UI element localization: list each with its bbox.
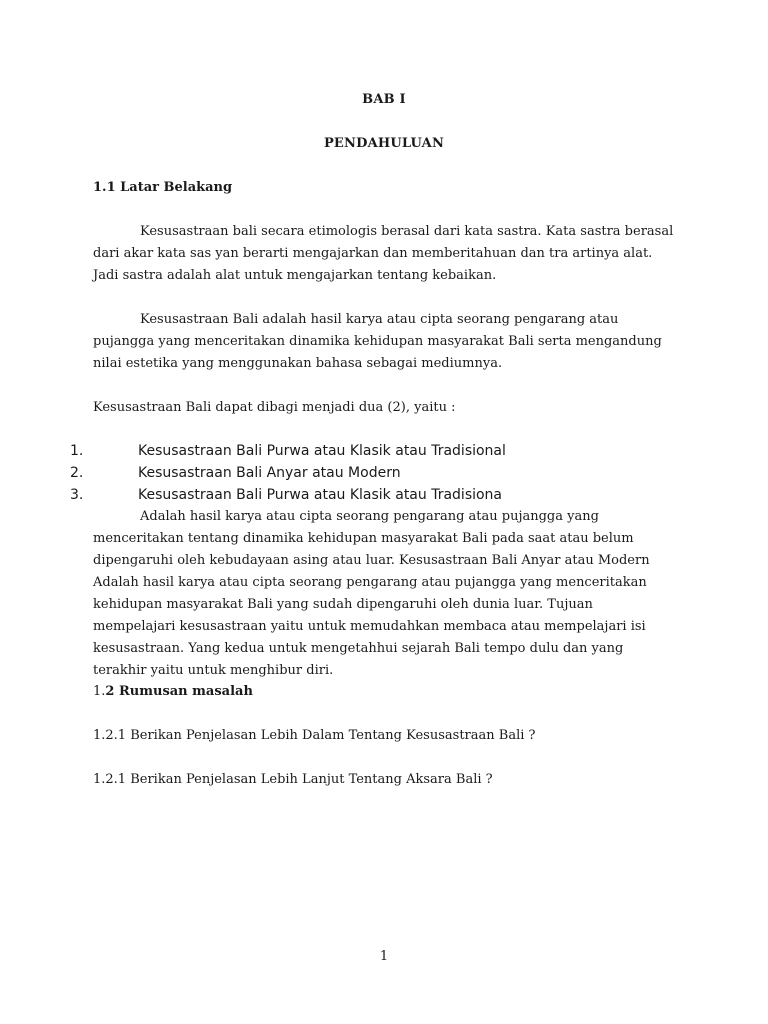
list-item-text: Kesusastraan Bali Purwa atau Klasik atau Tradisional <box>138 443 506 459</box>
section-heading-rumusan-masalah <box>93 684 253 699</box>
chapter-title: PENDAHULUAN <box>323 136 445 151</box>
list-item <box>70 484 690 506</box>
list-item <box>70 462 690 484</box>
question-2: 1.2.1 Berikan Penjelasan Lebih Lanjut Tentang Aksara Bali ? <box>93 772 493 787</box>
paragraph-definition: Kesusastraan Bali adalah hasil karya atau cipta seorang pengarang atau pujangga yang menceritakan dinamika kehidupan masyarakat Bali serta mengandung nilai estetika yang menggunakan bahasa sebagai mediumnya. <box>93 312 662 371</box>
list-item-text: Kesusastraan Bali Purwa atau Klasik atau Tradisiona <box>138 487 503 503</box>
literature-type-list <box>70 440 690 506</box>
list-item-text: Kesusastraan Bali Anyar atau Modern <box>138 465 401 481</box>
list-item-number: 1. <box>70 443 84 459</box>
list-item-number: 3. <box>70 487 84 503</box>
section-heading-latar-belakang: 1.1 Latar Belakang <box>93 180 233 195</box>
list-intro: Kesusastraan Bali dapat dibagi menjadi dua (2), yaitu : <box>93 400 456 415</box>
list-item <box>70 440 690 462</box>
section-heading-text: 2 Rumusan masalah <box>105 684 253 699</box>
section-heading-prefix: 1. <box>93 684 106 699</box>
list-item-number: 2. <box>70 465 84 481</box>
chapter-number: BAB I <box>362 92 406 107</box>
paragraph-etymology: Kesusastraan bali secara etimologis berasal dari kata sastra. Kata sastra berasal dari akar kata sas yan berarti mengajarkan dan memberitahuan dan tra artinya alat. Jadi sastra adalah alat untuk mengajarkan tentang kebaikan. <box>93 224 674 283</box>
paragraph-explanation: Adalah hasil karya atau cipta seorang pengarang atau pujangga yang menceritakan tentang dinamika kehidupan masyarakat Bali pada saat atau belum dipengaruhi oleh kebudayaan asing atau luar. Kesusastraan Bali Anyar atau Modern Adalah hasil karya atau cipta seorang pengarang atau pujangga yang menceritakan kehidupan masyarakat Bali yang sudah dipengaruhi oleh dunia luar. Tujuan mempelajari kesusastraan yaitu untuk memudahkan membaca atau mempelajari isi kesusastraan. Yang kedua untuk mengetahhui sejarah Bali tempo dulu dan yang terakhir yaitu untuk menghibur diri. <box>93 509 650 678</box>
page-number: 1 <box>379 949 389 964</box>
question-1: 1.2.1 Berikan Penjelasan Lebih Dalam Tentang Kesusastraan Bali ? <box>93 728 536 743</box>
